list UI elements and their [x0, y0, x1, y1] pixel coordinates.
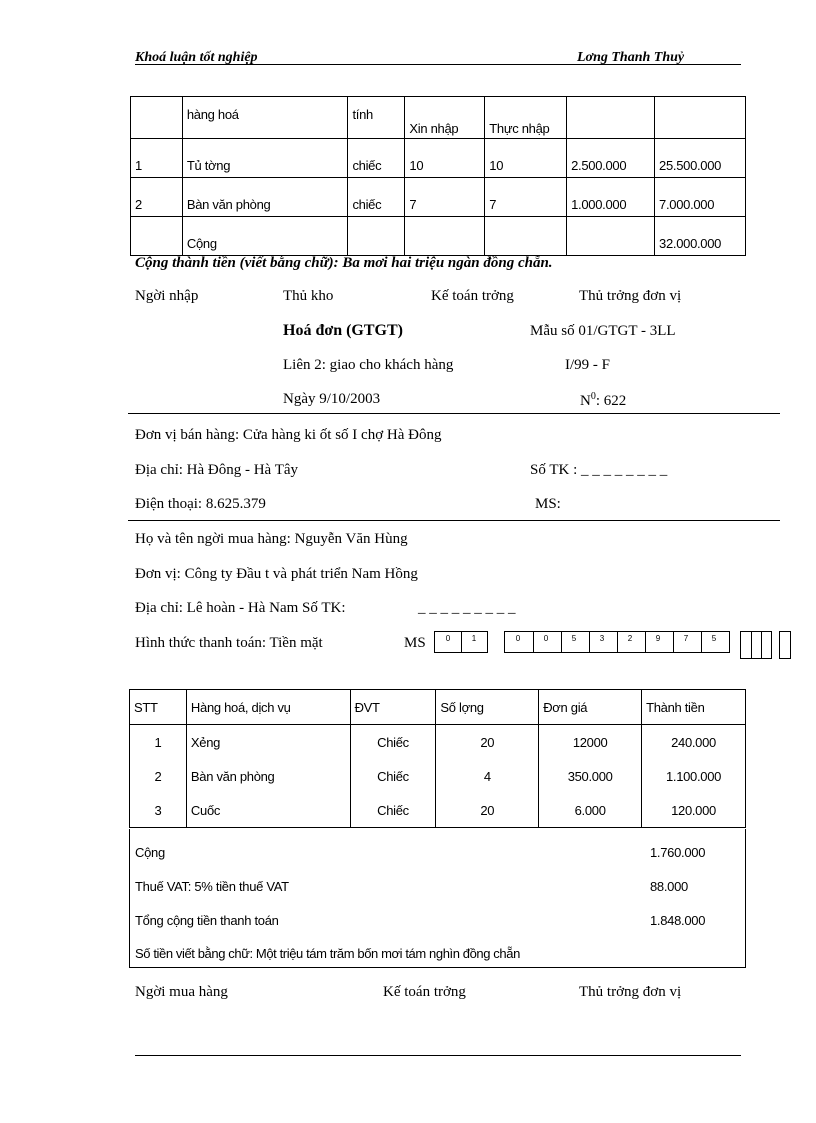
table-cell: Chiếc — [350, 793, 436, 828]
invoice-copy: Liên 2: giao cho khách hàng — [283, 357, 454, 373]
seller-phone: Điện thoại: 8.625.379 — [135, 496, 266, 512]
vat-value: 88.000 — [650, 879, 688, 894]
total-label: Cộng — [135, 845, 165, 860]
tax-code-digit: 2 — [627, 634, 633, 643]
tax-code-box-empty — [779, 631, 791, 659]
table-cell: Xẻng — [186, 725, 350, 760]
invoice-form-number: Mẫu số 01/GTGT - 3LL — [530, 323, 676, 339]
grand-total-value: 1.848.000 — [650, 913, 706, 928]
section-rule — [128, 413, 780, 414]
table-total-row — [131, 217, 746, 256]
table-cell: 32.000.000 — [655, 217, 746, 256]
buyer-account: _ _ _ _ _ _ _ _ _ — [418, 600, 516, 616]
footer-rule — [135, 1055, 741, 1056]
buyer-tax-code-label: MS — [404, 635, 426, 651]
signature-chief-accountant: Kế toán trởng — [383, 984, 466, 1000]
vat-label: Thuế VAT: 5% tiền thuế VAT — [135, 879, 289, 894]
table-cell: 7.000.000 — [655, 178, 746, 217]
tax-code-box-group — [740, 631, 772, 659]
total-in-words: Số tiền viết bằng chữ: Một triệu tám trăm bốn mơi tám nghìn đồng chẵn — [135, 946, 520, 961]
box-divider — [761, 632, 762, 658]
seller-address: Địa chỉ: Hà Đông - Hà Tây — [135, 462, 299, 478]
table-cell: 120.000 — [642, 793, 746, 828]
table-cell: Xin nhập — [405, 97, 485, 139]
signature-storekeeper: Thủ kho — [283, 288, 334, 304]
table-cell: 7 — [405, 178, 485, 217]
signature-director: Thủ trởng đơn vị — [579, 984, 682, 1000]
invoice-number-sup: 0 — [590, 391, 596, 402]
table-row — [130, 759, 746, 793]
section-rule — [128, 520, 780, 521]
amount-in-words: Cộng thành tiền (viết bằng chữ): Ba mơi hai triệu ngàn đồng chẵn. — [135, 255, 553, 271]
table-cell: 20 — [436, 725, 539, 760]
signature-receiver: Ngời nhập — [135, 288, 199, 304]
table-cell: 10 — [485, 139, 567, 178]
invoice-items-table — [129, 689, 746, 828]
invoice-number — [580, 391, 626, 410]
header-right: Lơng Thanh Thuỷ — [577, 50, 685, 65]
table-cell: 2 — [131, 178, 183, 217]
signature-buyer: Ngời mua hàng — [135, 984, 228, 1000]
grand-total-label: Tổng cộng tiền thanh toán — [135, 913, 279, 928]
table-row — [131, 178, 746, 217]
table-cell: Chiếc — [350, 725, 436, 760]
table-cell — [348, 217, 405, 256]
tax-code-digit: 9 — [655, 634, 661, 643]
invoice-number-prefix: N — [580, 393, 591, 409]
table-cell: 6.000 — [539, 793, 642, 828]
table-cell: 12000 — [539, 725, 642, 760]
table-cell: 240.000 — [642, 725, 746, 760]
table-cell: 10 — [405, 139, 485, 178]
table-cell — [405, 217, 485, 256]
table-cell: 2 — [130, 759, 187, 793]
invoice-series: I/99 - F — [565, 357, 610, 373]
table-cell: Cộng — [182, 217, 348, 256]
tax-code-digit: 7 — [683, 634, 689, 643]
table-cell — [655, 97, 746, 139]
table-cell: 1 — [130, 725, 187, 760]
table-row — [131, 139, 746, 178]
tax-code-digit: 5 — [571, 634, 577, 643]
goods-receipt-table — [130, 96, 746, 256]
buyer-name: Họ và tên ngời mua hàng: Nguyễn Văn Hùng — [135, 531, 408, 547]
table-cell: Thành tiền — [642, 690, 746, 725]
tax-code-box-group — [434, 631, 488, 653]
seller-tax-code: MS: — [535, 496, 561, 512]
table-cell: 1.100.000 — [642, 759, 746, 793]
table-cell: STT — [130, 690, 187, 725]
tax-code-digit: 5 — [711, 634, 717, 643]
seller-account: Số TK : _ _ _ _ _ _ _ _ — [530, 462, 668, 478]
table-row — [130, 725, 746, 760]
seller-unit: Đơn vị bán hàng: Cửa hàng ki ốt số I chợ Hà Đông — [135, 427, 442, 443]
table-cell — [485, 217, 567, 256]
box-divider — [751, 632, 752, 658]
table-cell: Cuốc — [186, 793, 350, 828]
table-cell: Tủ tờng — [182, 139, 348, 178]
table-cell: 7 — [485, 178, 567, 217]
table-cell — [131, 97, 183, 139]
buyer-address: Địa chỉ: Lê hoàn - Hà Nam Số TK: — [135, 600, 346, 616]
tax-code-digit: 0 — [543, 634, 549, 643]
table-cell: 1.000.000 — [567, 178, 655, 217]
table-cell: Bàn văn phòng — [186, 759, 350, 793]
table-cell: Hàng hoá, dịch vụ — [186, 690, 350, 725]
invoice-number-value: : 622 — [595, 393, 627, 409]
table-cell: Bàn văn phòng — [182, 178, 348, 217]
payment-method: Hình thức thanh toán: Tiền mặt — [135, 635, 323, 651]
table-cell: Thực nhập — [485, 97, 567, 139]
buyer-unit: Đơn vị: Công ty Đầu t và phát triển Nam Hồng — [135, 566, 418, 582]
table-cell: Chiếc — [350, 759, 436, 793]
total-value: 1.760.000 — [650, 845, 706, 860]
table-cell — [567, 97, 655, 139]
table-cell: Đơn giá — [539, 690, 642, 725]
table-cell: 350.000 — [539, 759, 642, 793]
header-left: Khoá luận tốt nghiệp — [135, 50, 258, 65]
tax-code-digit: 3 — [599, 634, 605, 643]
table-cell: ĐVT — [350, 690, 436, 725]
table-cell: Số lợng — [436, 690, 539, 725]
tax-code-box-group — [504, 631, 730, 653]
table-cell: chiếc — [348, 178, 405, 217]
table-cell: 25.500.000 — [655, 139, 746, 178]
table-cell: hàng hoá — [182, 97, 348, 139]
table-cell: 3 — [130, 793, 187, 828]
header-rule — [135, 64, 741, 65]
table-cell: 20 — [436, 793, 539, 828]
table-cell: 2.500.000 — [567, 139, 655, 178]
table-cell — [131, 217, 183, 256]
tax-code-digit: 0 — [445, 634, 451, 643]
table-cell — [567, 217, 655, 256]
signature-director: Thủ trởng đơn vị — [579, 288, 682, 304]
table-cell: chiếc — [348, 139, 405, 178]
invoice-title: Hoá đơn (GTGT) — [283, 322, 403, 339]
table-row — [130, 793, 746, 828]
table-cell: 1 — [131, 139, 183, 178]
tax-code-digit: 0 — [515, 634, 521, 643]
table-header-row — [130, 690, 746, 725]
table-cell: 4 — [436, 759, 539, 793]
tax-code-digit: 1 — [471, 634, 477, 643]
table-header-row — [131, 97, 746, 139]
signature-chief-accountant: Kế toán trởng — [431, 288, 514, 304]
table-cell: tính — [348, 97, 405, 139]
invoice-date: Ngày 9/10/2003 — [283, 391, 381, 407]
